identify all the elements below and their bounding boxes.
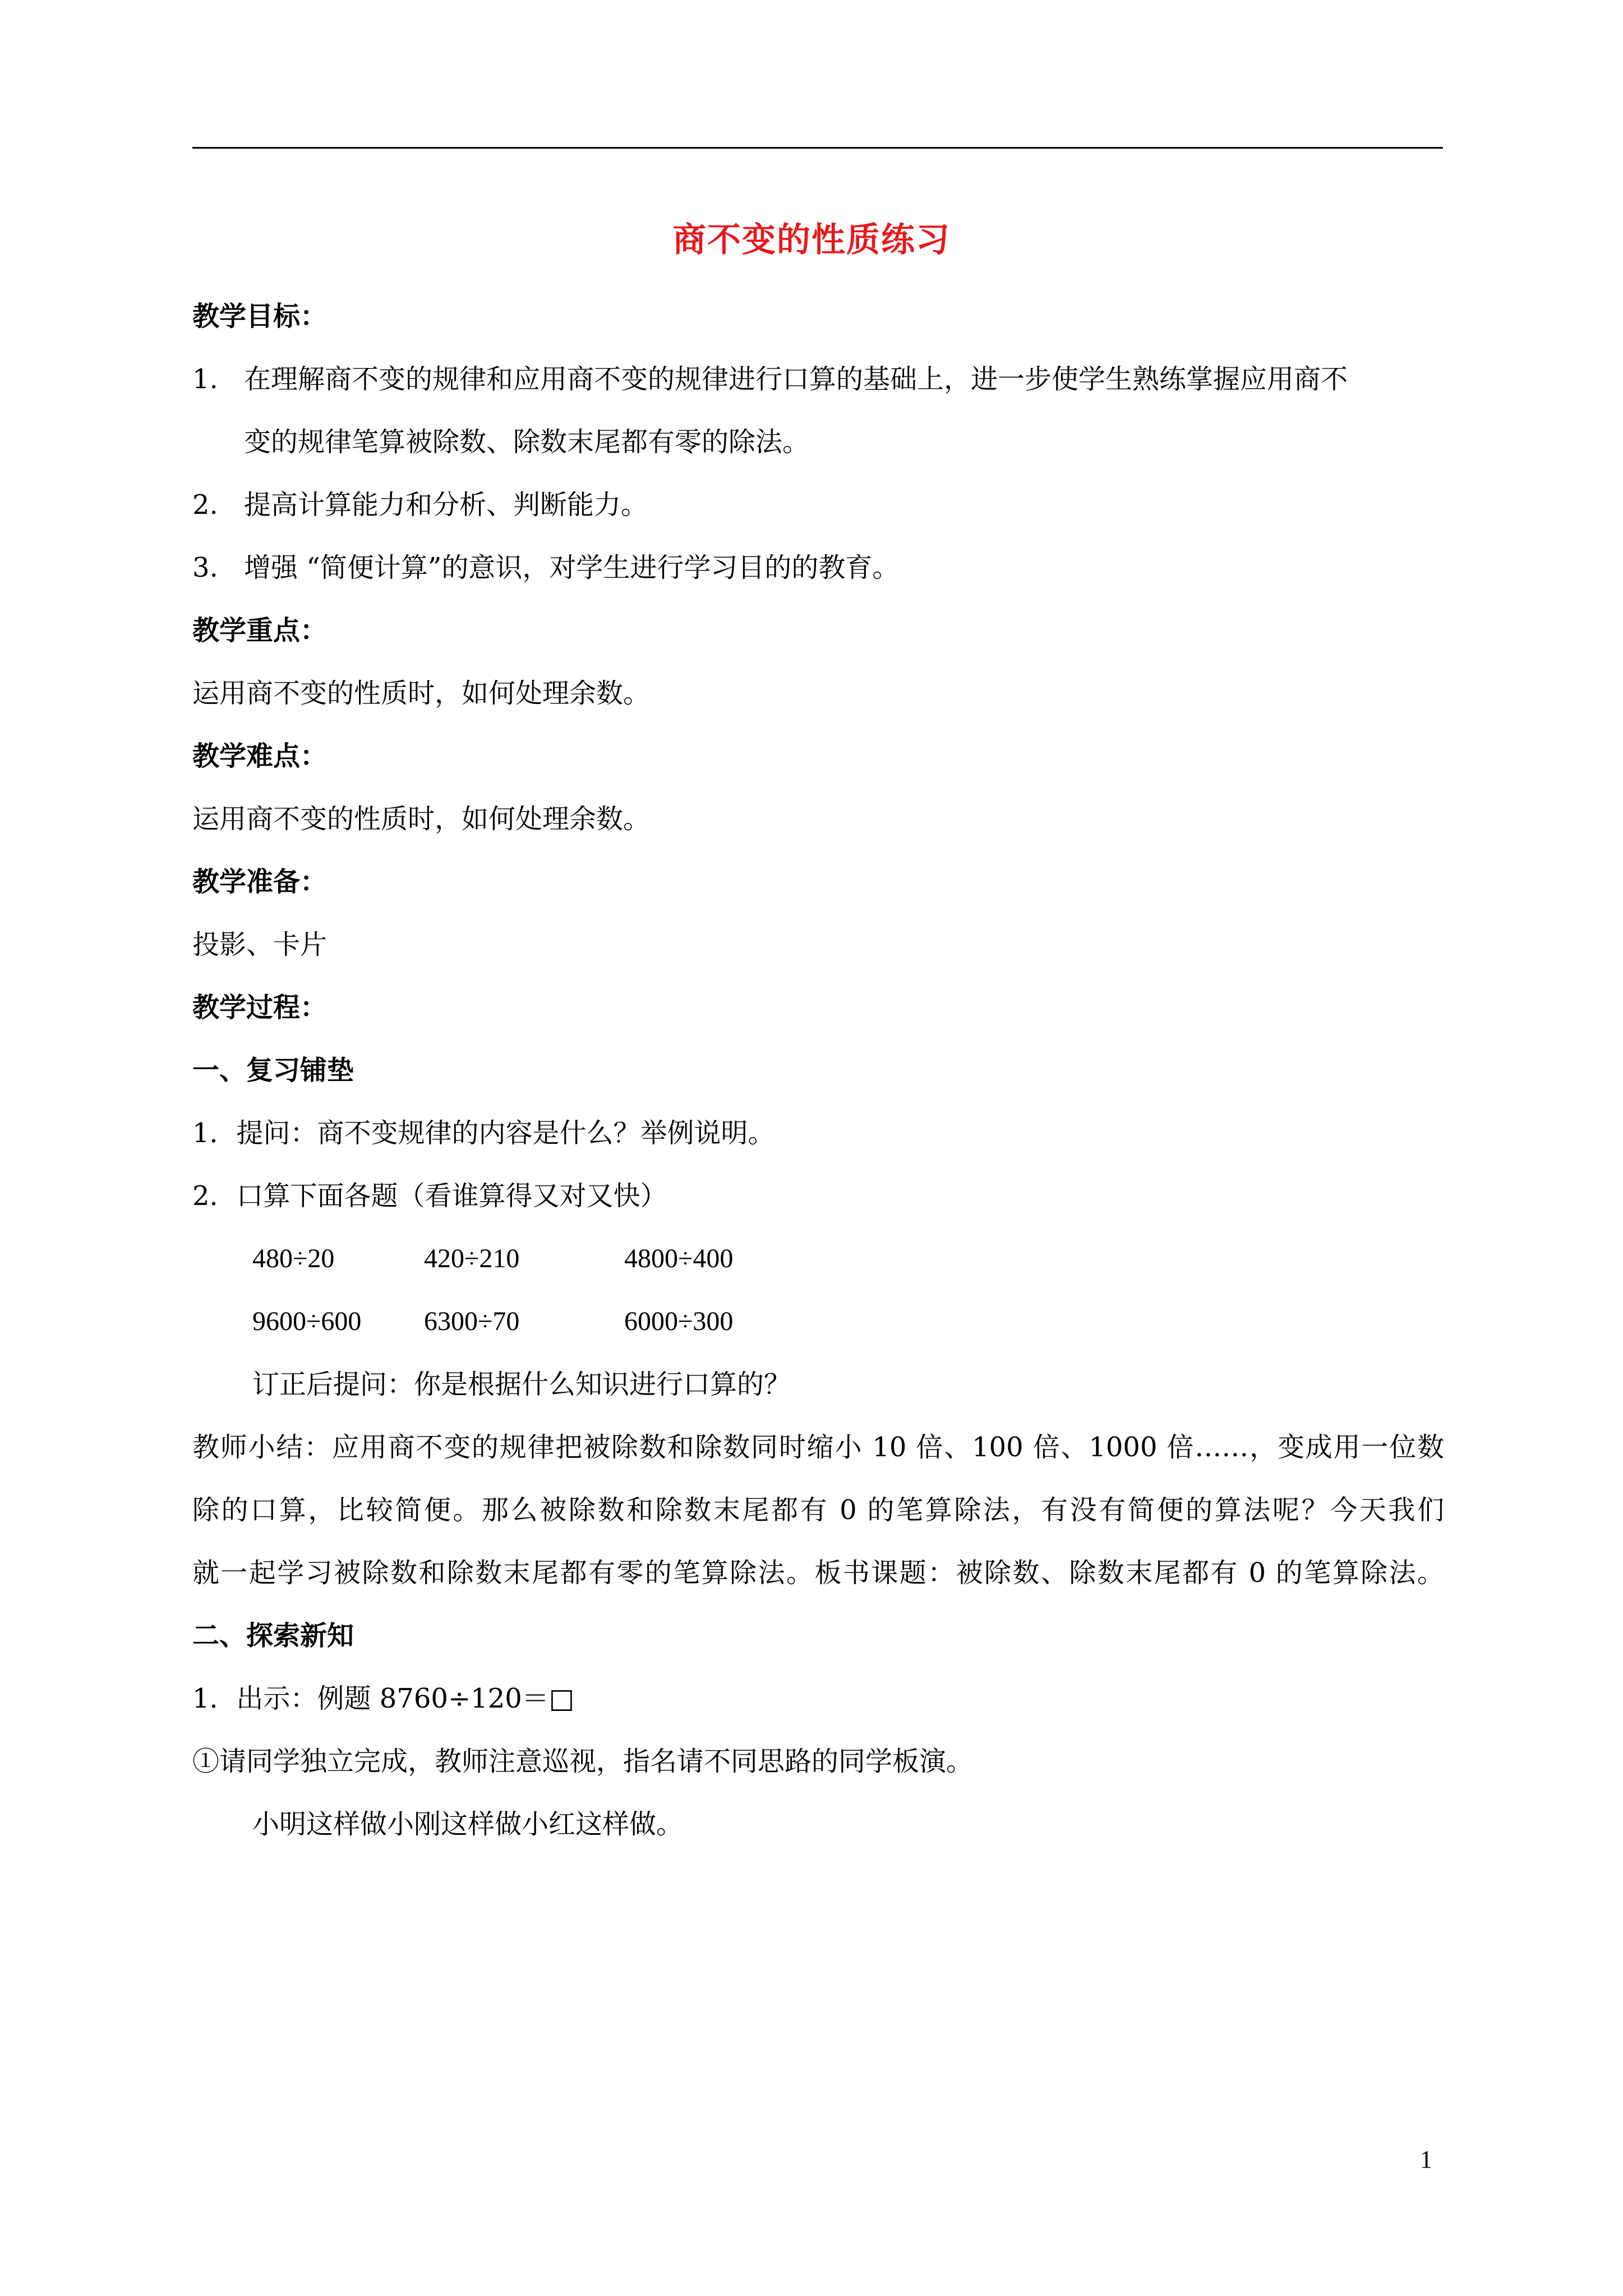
section1-question-2: 2．口算下面各题（看谁算得又对又快） [192,1180,667,1212]
section2-students: 小明这样做小刚这样做小红这样做。 [252,1809,684,1840]
goal-2-number: 2. [192,489,218,521]
teacher-summary-line1: 教师小结：应用商不变的规律把被除数和除数同时缩小 10 倍、100 倍、1000 倍……，变成用一位数 [192,1432,1444,1463]
calc-r2-c1: 9600÷600 [252,1306,362,1336]
key-points-heading: 教学重点： [192,615,328,646]
calc-r2-c2: 6300÷70 [424,1306,520,1336]
process-heading: 教学过程： [192,992,328,1023]
preparation-text: 投影、卡片 [192,929,328,960]
calc-r2-c3: 6000÷300 [624,1306,734,1336]
goals-heading: 教学目标： [192,301,328,332]
section2-heading: 二、探索新知 [192,1620,354,1651]
section1-followup: 订正后提问：你是根据什么知识进行口算的？ [252,1369,791,1400]
teacher-summary-line2: 除的口算，比较简便。那么被除数和除数末尾都有 0 的笔算除法，有没有简便的算法呢？今天我们 [192,1494,1444,1526]
goal-1-number: 1. [192,364,218,395]
section2-step1: ①请同学独立完成，教师注意巡视，指名请不同思路的同学板演。 [192,1746,974,1777]
key-points-text: 运用商不变的性质时，如何处理余数。 [192,678,651,709]
preparation-heading: 教学准备： [192,866,328,898]
calc-r1-c1: 480÷20 [252,1244,335,1273]
section1-heading: 一、复习铺垫 [192,1055,354,1086]
goal-2-text: 提高计算能力和分析、判断能力。 [244,489,648,521]
page-number: 1 [1420,2146,1432,2173]
difficulties-text: 运用商不变的性质时，如何处理余数。 [192,803,651,835]
section2-example: 1．出示：例题 8760÷120＝□ [192,1683,575,1714]
goal-3-number: 3. [192,552,218,583]
calc-r1-c3: 4800÷400 [624,1244,734,1273]
header-rule [192,147,1443,149]
calc-r1-c2: 420÷210 [424,1244,520,1273]
document-title: 商不变的性质练习 [672,220,951,260]
teacher-summary-line3: 就一起学习被除数和除数末尾都有零的笔算除法。板书课题：被除数、除数末尾都有 0 的笔算除法。 [192,1557,1444,1589]
section1-question-1: 1．提问：商不变规律的内容是什么？举例说明。 [192,1117,775,1149]
goal-1-text-line2: 变的规律笔算被除数、除数末尾都有零的除法。 [244,426,810,458]
difficulties-heading: 教学难点： [192,740,328,772]
goal-1-text-line1: 在理解商不变的规律和应用商不变的规律进行口算的基础上，进一步使学生熟练掌握应用商不 [244,364,1348,395]
goal-3-text: 增强 “简便计算”的意识，对学生进行学习目的的教育。 [244,552,900,583]
